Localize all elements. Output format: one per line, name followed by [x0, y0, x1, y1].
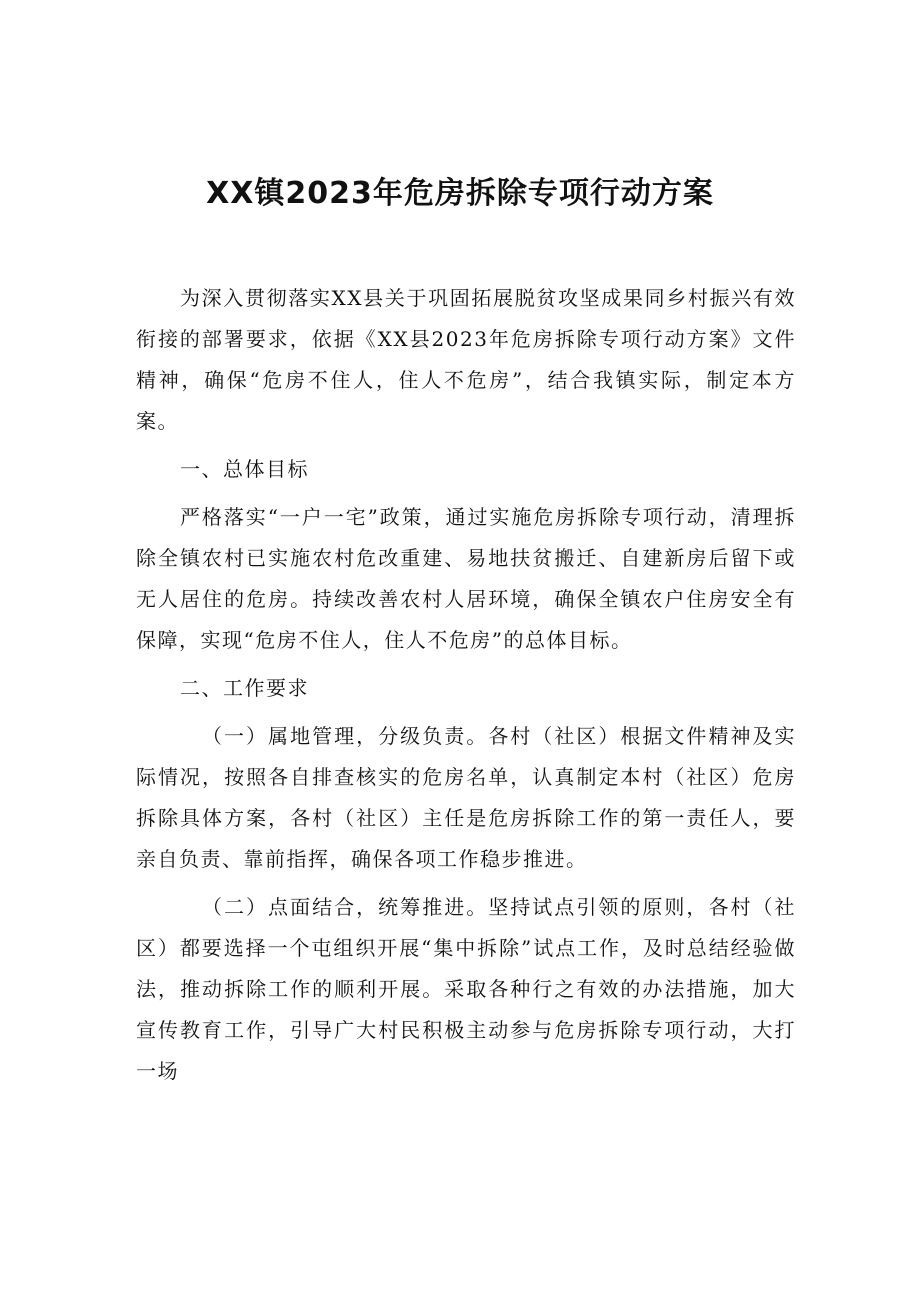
- overall-goal-paragraph: 严格落实“一户一宅”政策，通过实施危房拆除专项行动，清理拆除全镇农村已实施农村危改重建、易地扶贫搬迁、自建新房后留下或无人居住的危房。持续改善农村人居环境，确保全镇农户住房安全有保障，实现“危房不住人，住人不危房”的总体目标。: [136, 505, 796, 652]
- section-heading-overall-goal: 一、总体目标: [180, 457, 309, 481]
- document-body: [136, 278, 796, 1099]
- document-title: XX镇2023年危房拆除专项行动方案: [206, 176, 714, 211]
- requirement-item-1: （一）属地管理，分级负责。各村（社区）根据文件精神及实际情况，按照各自排查核实的危房名单，认真制定本村（社区）危房拆除具体方案，各村（社区）主任是危房拆除工作的第一责任人，要亲自负责、靠前指挥，确保各项工作稳步推进。: [136, 724, 796, 871]
- section-heading-work-requirements: 二、工作要求: [180, 676, 309, 700]
- intro-paragraph: 为深入贯彻落实XX县关于巩固拓展脱贫攻坚成果同乡村振兴有效衔接的部署要求，依据《XX县2023年危房拆除专项行动方案》文件精神，确保“危房不住人，住人不危房”，结合我镇实际，制定本方案。: [136, 286, 796, 433]
- requirement-item-2: （二）点面结合，统筹推进。坚持试点引领的原则，各村（社区）都要选择一个屯组织开展“集中拆除”试点工作，及时总结经验做法，推动拆除工作的顺利开展。采取各种行之有效的办法措施，加大宣传教育工作，引导广大村民积极主动参与危房拆除专项行动，大打一场: [136, 895, 796, 1083]
